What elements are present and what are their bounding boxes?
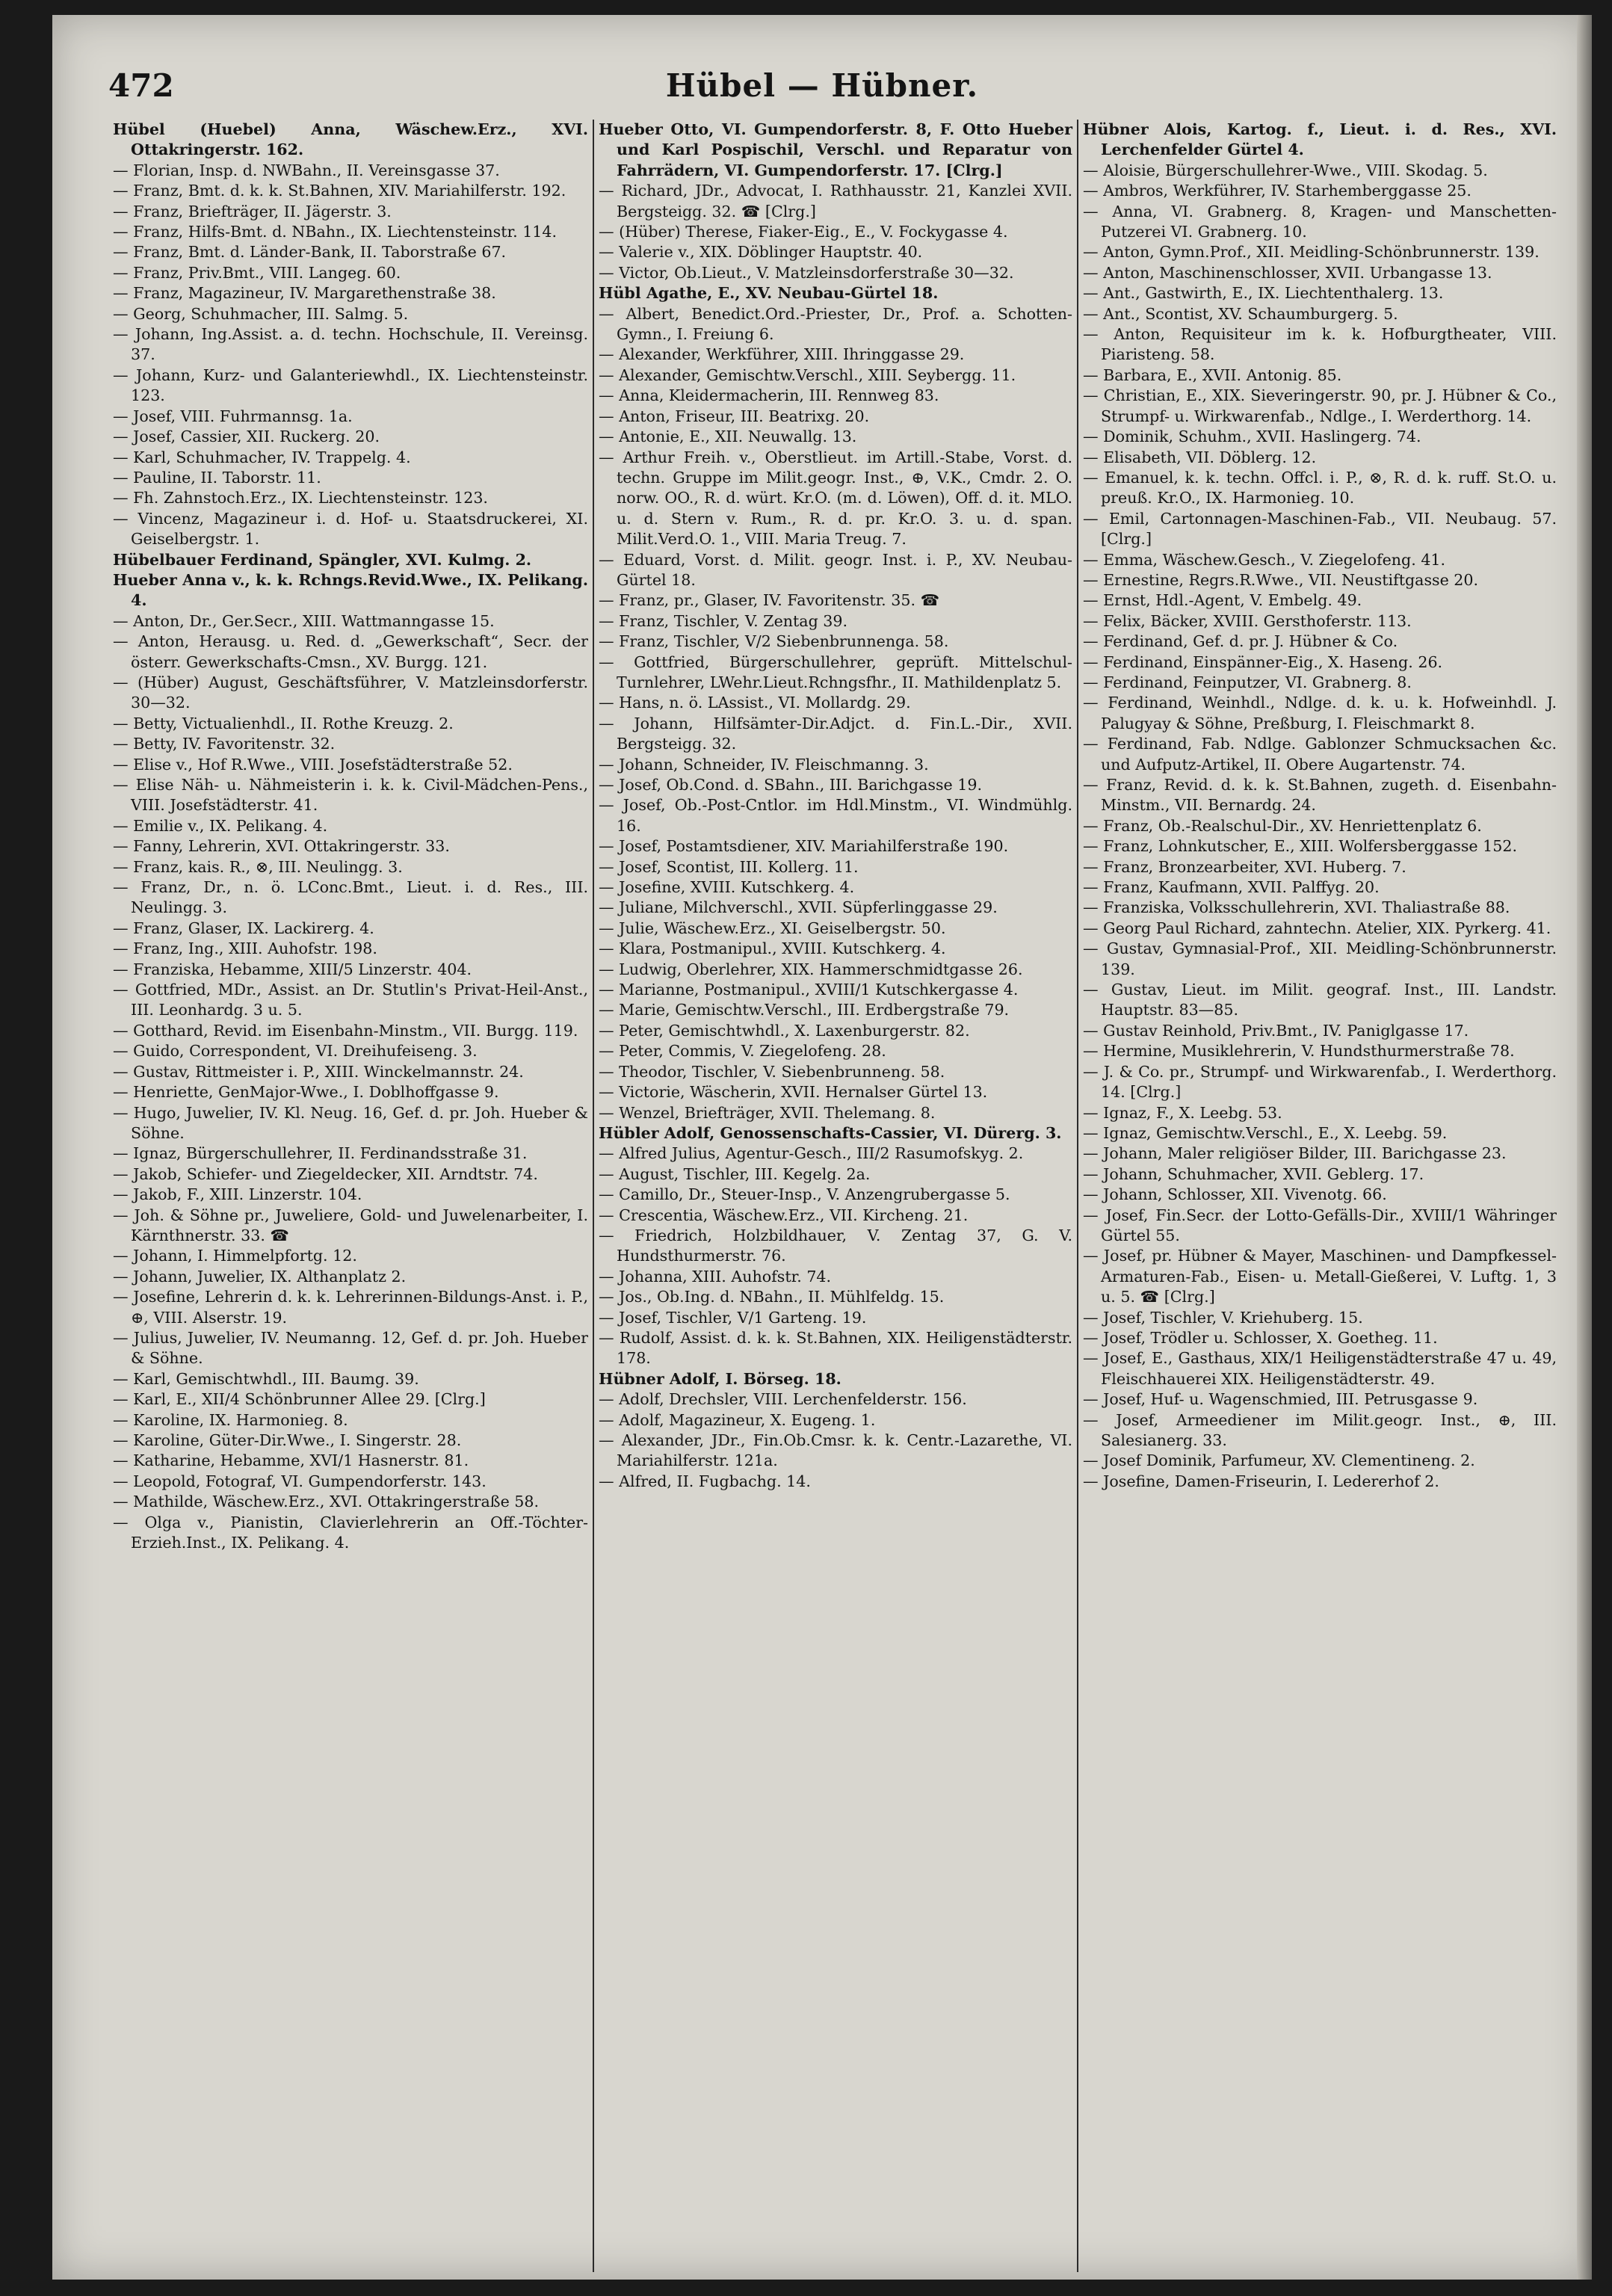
- directory-entry: — Karoline, Güter-Dir.Wwe., I. Singerstr. 28.: [113, 1431, 462, 1449]
- directory-entry: — Ignaz, Bürgerschullehrer, II. Ferdinandsstraße 31.: [113, 1144, 528, 1163]
- directory-entry: — Eduard, Vorst. d. Milit. geogr. Inst. i. P., XV. Neubau-Gürtel 18.: [599, 550, 1072, 589]
- directory-entry: — Florian, Insp. d. NWBahn., II. Vereinsgasse 37.: [113, 161, 500, 179]
- directory-entry: — Theodor, Tischler, V. Siebenbrunneng. 58.: [599, 1062, 945, 1081]
- directory-entry: — Ferdinand, Einspänner-Eig., X. Haseng. 26.: [1083, 652, 1443, 671]
- directory-entry: — Alfred Julius, Agentur-Gesch., III/2 Rasumofskyg. 2.: [599, 1144, 1024, 1163]
- directory-entry: — Karl, Schuhmacher, IV. Trappelg. 4.: [113, 448, 411, 466]
- directory-entry: — Johann, Schneider, IV. Fleischmanng. 3.: [599, 755, 929, 774]
- directory-entry: — Anton, Requisiteur im k. k. Hofburgtheater, VIII. Piaristeng. 58.: [1083, 325, 1557, 364]
- directory-entry: Hueber Anna v., k. k. Rchngs.Revid.Wwe., IX. Pelikang. 4.: [113, 570, 588, 610]
- directory-entry: — Hugo, Juwelier, IV. Kl. Neug. 16, Gef. d. pr. Joh. Hueber & Söhne.: [113, 1103, 588, 1142]
- directory-entry: — Franz, pr., Glaser, IV. Favoritenstr. 35. ☎: [599, 591, 940, 610]
- page-number: 472: [108, 67, 174, 104]
- directory-entry: — Franz, Dr., n. ö. LConc.Bmt., Lieut. i. d. Res., III. Neulingg. 3.: [113, 878, 588, 917]
- directory-entry: — Gottfried, Bürgerschullehrer, geprüft. Mittelschul-Turnlehrer, LWehr.Lieut.Rchngsfhr., II. Mathildenplatz 5.: [599, 652, 1072, 691]
- directory-entry: — Georg, Schuhmacher, III. Salmg. 5.: [113, 304, 409, 323]
- directory-entry: — Johann, Schlosser, XII. Vivenotg. 66.: [1083, 1185, 1387, 1204]
- running-head: Hübel — Hübner.: [665, 67, 979, 104]
- directory-entry: — Johann, Kurz- und Galanteriewhdl., IX. Liechtensteinstr. 123.: [113, 365, 588, 405]
- directory-entry: — Klara, Postmanipul., XVIII. Kutschkerg. 4.: [599, 939, 946, 958]
- directory-entry: — Gustav, Lieut. im Milit. geograf. Inst., III. Landstr. Hauptstr. 83—85.: [1083, 981, 1557, 1019]
- directory-entry: — Katharine, Hebamme, XVI/1 Hasnerstr. 81.: [113, 1451, 469, 1470]
- directory-entry: — Joh. & Söhne pr., Juweliere, Gold- und Juwelenarbeiter, I. Kärnthnerstr. 33. ☎: [113, 1206, 588, 1244]
- directory-entry: — Franz, Bronzearbeiter, XVI. Huberg. 7.: [1083, 857, 1406, 876]
- directory-entry: — Crescentia, Wäschew.Erz., VII. Kircheng. 21.: [599, 1206, 969, 1224]
- directory-entry: — Anton, Herausg. u. Red. d. „Gewerkschaft“, Secr. der österr. Gewerkschafts-Cmsn., XV. Burgg. 121.: [113, 632, 588, 671]
- directory-entry: — Franz, Hilfs-Bmt. d. NBahn., IX. Liechtensteinstr. 114.: [113, 223, 558, 241]
- directory-entry: — Ignaz, F., X. Leebg. 53.: [1083, 1103, 1282, 1122]
- directory-entry: — Franz, Tischler, V/2 Siebenbrunnenga. 58.: [599, 632, 949, 651]
- directory-entry: — Johann, Juwelier, IX. Althanplatz 2.: [113, 1267, 407, 1286]
- directory-entry: — Ferdinand, Feinputzer, VI. Grabnerg. 8.: [1083, 673, 1412, 691]
- directory-entry: — Julius, Juwelier, IV. Neumanng. 12, Gef. d. pr. Joh. Hueber & Söhne.: [113, 1328, 588, 1368]
- directory-entry: Hübelbauer Ferdinand, Spängler, XVI. Kulmg. 2.: [113, 550, 532, 569]
- directory-entry: — Josef, Ob.-Post-Cntlor. im Hdl.Minstm., VI. Windmühlg. 16.: [599, 796, 1072, 835]
- directory-entry: — Peter, Gemischtwhdl., X. Laxenburgerstr. 82.: [599, 1021, 970, 1040]
- directory-entry: — Josef, VIII. Fuhrmannsg. 1a.: [113, 407, 353, 425]
- directory-entry: — Friedrich, Holzbildhauer, V. Zentag 37, G. V. Hundsthurmerstr. 76.: [599, 1226, 1072, 1265]
- directory-entry: — Josef, Tischler, V/1 Garteng. 19.: [599, 1308, 867, 1327]
- directory-entry: — Franz, Ob.-Realschul-Dir., XV. Henriettenplatz 6.: [1083, 816, 1482, 835]
- directory-entry: — Ferdinand, Gef. d. pr. J. Hübner & Co.: [1083, 632, 1398, 651]
- directory-entry: — Ernst, Hdl.-Agent, V. Embelg. 49.: [1083, 591, 1362, 610]
- directory-entry: — Fanny, Lehrerin, XVI. Ottakringerstr. 33.: [113, 837, 450, 856]
- directory-entry: — Karl, Gemischtwhdl., III. Baumg. 39.: [113, 1369, 419, 1388]
- directory-entry: — Jakob, F., XIII. Linzerstr. 104.: [113, 1185, 362, 1204]
- directory-entry: — Fh. Zahnstoch.Erz., IX. Liechtensteinstr. 123.: [113, 489, 488, 507]
- directory-entry: — Josefine, XVIII. Kutschkerg. 4.: [599, 878, 855, 897]
- directory-entry: Hübner Adolf, I. Börseg. 18.: [599, 1369, 841, 1388]
- directory-entry: — Franz, Tischler, V. Zentag 39.: [599, 611, 848, 630]
- directory-entry: — Franz, Briefträger, II. Jägerstr. 3.: [113, 202, 392, 220]
- directory-entry: — Barbara, E., XVII. Antonig. 85.: [1083, 365, 1342, 384]
- directory-entry: — Josef, Fin.Secr. der Lotto-Gefälls-Dir., XVIII/1 Währinger Gürtel 55.: [1083, 1206, 1557, 1244]
- directory-entry: — Leopold, Fotograf, VI. Gumpendorferstr. 143.: [113, 1472, 487, 1490]
- directory-entry: — Victorie, Wäscherin, XVII. Hernalser Gürtel 13.: [599, 1083, 988, 1102]
- directory-entry: — Wenzel, Briefträger, XVII. Thelemang. 8.: [599, 1103, 936, 1122]
- directory-entry: — Josef, Trödler u. Schlosser, X. Goetheg. 11.: [1083, 1328, 1438, 1347]
- directory-entry: — Ignaz, Gemischtw.Verschl., E., X. Leebg. 59.: [1083, 1123, 1448, 1142]
- directory-entry: — Elisabeth, VII. Döblerg. 12.: [1083, 448, 1317, 466]
- directory-entry: — Ambros, Werkführer, IV. Starhemberggasse 25.: [1083, 182, 1472, 200]
- directory-entry: — Georg Paul Richard, zahntechn. Atelier, XIX. Pyrkerg. 41.: [1083, 919, 1551, 937]
- directory-entry: — Dominik, Schuhm., XVII. Haslingerg. 74.: [1083, 428, 1421, 446]
- directory-entry: — Ant., Scontist, XV. Schaumburgerg. 5.: [1083, 304, 1398, 323]
- directory-entry: — Juliane, Milchverschl., XVII. Süpferlinggasse 29.: [599, 898, 998, 917]
- directory-entry: — Franz, Glaser, IX. Lackirerg. 4.: [113, 919, 374, 937]
- directory-entry: — Alexander, Werkführer, XIII. Ihringgasse 29.: [599, 345, 965, 364]
- directory-entry: — Peter, Commis, V. Ziegelofeng. 28.: [599, 1042, 886, 1061]
- directory-entry: — Franziska, Hebamme, XIII/5 Linzerstr. 404.: [113, 960, 472, 978]
- directory-entry: — Ernestine, Regrs.R.Wwe., VII. Neustiftgasse 20.: [1083, 570, 1479, 589]
- directory-entry: — August, Tischler, III. Kegelg. 2a.: [599, 1164, 871, 1183]
- directory-entry: — Rudolf, Assist. d. k. k. St.Bahnen, XIX. Heiligenstädterstr. 178.: [599, 1328, 1072, 1368]
- directory-entry: — Johann, Schuhmacher, XVII. Geblerg. 17.: [1083, 1164, 1424, 1183]
- directory-entry: — (Hüber) Therese, Fiaker-Eig., E., V. Fockygasse 4.: [599, 223, 1008, 241]
- directory-entry: — Jakob, Schiefer- und Ziegeldecker, XII. Arndtstr. 74.: [113, 1164, 538, 1183]
- directory-entry: — Franz, Bmt. d. Länder-Bank, II. Taborstraße 67.: [113, 243, 507, 262]
- directory-entry: — Mathilde, Wäschew.Erz., XVI. Ottakringerstraße 58.: [113, 1493, 540, 1511]
- directory-entry: — Franziska, Volksschullehrerin, XVI. Thaliastraße 88.: [1083, 898, 1510, 917]
- directory-entry: — Ferdinand, Weinhdl., Ndlge. d. k. u. k. Hofweinhdl. J. Palugyay & Söhne, Preßburg, I. Fleischmarkt 8.: [1083, 694, 1557, 732]
- directory-entry: — Johann, Maler religiöser Bilder, III. Barichgasse 23.: [1083, 1144, 1507, 1163]
- directory-entry: — Aloisie, Bürgerschullehrer-Wwe., VIII. Skodag. 5.: [1083, 161, 1488, 179]
- directory-entry: — Antonie, E., XII. Neuwallg. 13.: [599, 428, 857, 446]
- directory-entry: — Josef Dominik, Parfumeur, XV. Clementineng. 2.: [1083, 1451, 1475, 1470]
- directory-entry: — Franz, Bmt. d. k. k. St.Bahnen, XIV. Mariahilferstr. 192.: [113, 182, 566, 200]
- directory-entry: — Elise v., Hof R.Wwe., VIII. Josefstädterstraße 52.: [113, 755, 513, 774]
- directory-entry: — Josef, E., Gasthaus, XIX/1 Heiligenstädterstraße 47 u. 49, Fleischhauerei XIX. Heiligenstädterstr. 49.: [1083, 1349, 1557, 1388]
- directory-entry: — Josefine, Lehrerin d. k. k. Lehrerinnen-Bildungs-Anst. i. P., ⊕, VIII. Alserstr. 19.: [113, 1288, 588, 1327]
- directory-entry: — Gustav, Rittmeister i. P., XIII. Winckelmannstr. 24.: [113, 1062, 524, 1081]
- directory-entry: — Hermine, Musiklehrerin, V. Hundsthurmerstraße 78.: [1083, 1042, 1515, 1061]
- directory-entry: Hübler Adolf, Genossenschafts-Cassier, VI. Dürerg. 3.: [599, 1123, 1062, 1142]
- directory-columns: [108, 120, 1584, 2272]
- directory-entry: — Ludwig, Oberlehrer, XIX. Hammerschmidtgasse 26.: [599, 960, 1023, 978]
- directory-entry: — Emilie v., IX. Pelikang. 4.: [113, 816, 328, 835]
- directory-page: [52, 15, 1592, 2280]
- directory-entry: — Josef, Armeediener im Milit.geogr. Inst., ⊕, III. Salesianerg. 33.: [1083, 1410, 1557, 1449]
- directory-entry: — Josef, Huf- u. Wagenschmied, III. Petrusgasse 9.: [1083, 1390, 1478, 1409]
- directory-entry: — Franz, kais. R., ⊗, III. Neulingg. 3.: [113, 857, 403, 876]
- directory-entry: — Emil, Cartonnagen-Maschinen-Fab., VII. Neubaug. 57. [Clrg.]: [1083, 509, 1557, 549]
- directory-entry: — Franz, Kaufmann, XVII. Palffyg. 20.: [1083, 878, 1380, 897]
- directory-entry: — Alfred, II. Fugbachg. 14.: [599, 1472, 811, 1490]
- directory-entry: — Hans, n. ö. LAssist., VI. Mollardg. 29.: [599, 694, 911, 712]
- directory-entry: — Emanuel, k. k. techn. Offcl. i. P., ⊗, R. d. k. ruff. St.O. u. preuß. Kr.O., IX. Harmonieg. 10.: [1083, 468, 1557, 507]
- directory-entry: — Alexander, JDr., Fin.Ob.Cmsr. k. k. Centr.-Lazarethe, VI. Mariahilferstr. 121a.: [599, 1431, 1072, 1470]
- directory-entry: — Josef, Ob.Cond. d. SBahn., III. Barichgasse 19.: [599, 776, 983, 794]
- directory-entry: — Johann, Hilfsämter-Dir.Adjct. d. Fin.L.-Dir., XVII. Bergsteigg. 32.: [599, 714, 1072, 753]
- directory-entry: — Anton, Dr., Ger.Secr., XIII. Wattmanngasse 15.: [113, 611, 495, 630]
- directory-entry: — Richard, JDr., Advocat, I. Rathhausstr. 21, Kanzlei XVII. Bergsteigg. 32. ☎ [Clrg.]: [599, 182, 1072, 220]
- directory-entry: — Franz, Revid. d. k. k. St.Bahnen, zugeth. d. Eisenbahn-Minstm., VII. Bernardg. 24.: [1083, 776, 1557, 815]
- column-right: [1077, 120, 1561, 2272]
- directory-entry: — Pauline, II. Taborstr. 11.: [113, 468, 321, 487]
- directory-entry: — Elise Näh- u. Nähmeisterin i. k. k. Civil-Mädchen-Pens., VIII. Josefstädterstr. 41.: [113, 776, 588, 815]
- directory-entry: — Anton, Maschinenschlosser, XVII. Urbangasse 13.: [1083, 263, 1492, 282]
- directory-entry: Hübel (Huebel) Anna, Wäschew.Erz., XVI. Ottakringerstr. 162.: [113, 120, 588, 159]
- directory-entry: — Arthur Freih. v., Oberstlieut. im Artill.-Stabe, Vorst. d. techn. Gruppe im Milit.geogr. Inst., ⊕, V.K., Cmdr. 2. O. norw. OO., R. d. würt. Kr.O. (m. d. Löwen), Off. d. it. MLO. u. d. Stern v. Rum., R. d. pr. Kr.O. 3. u. d. span. Milit.Verd.O. 1., VIII. Maria Treug. 7.: [599, 448, 1072, 549]
- directory-entry: — Jos., Ob.Ing. d. NBahn., II. Mühlfeldg. 15.: [599, 1288, 945, 1306]
- directory-entry: — Karl, E., XII/4 Schönbrunner Allee 29. [Clrg.]: [113, 1390, 486, 1409]
- directory-entry: — Josefine, Damen-Friseurin, I. Ledererhof 2.: [1083, 1472, 1439, 1490]
- directory-entry: — Franz, Lohnkutscher, E., XIII. Wolfersberggasse 152.: [1083, 837, 1517, 856]
- directory-entry: — Adolf, Drechsler, VIII. Lerchenfelderstr. 156.: [599, 1390, 967, 1409]
- page-header: [52, 67, 1592, 112]
- directory-entry: — Guido, Correspondent, VI. Dreihufeiseng. 3.: [113, 1042, 478, 1061]
- directory-entry: — Henriette, GenMajor-Wwe., I. Doblhoffgasse 9.: [113, 1083, 499, 1102]
- directory-entry: — Johann, Ing.Assist. a. d. techn. Hochschule, II. Vereinsg. 37.: [113, 325, 588, 364]
- directory-entry: — Christian, E., XIX. Sieveringerstr. 90, pr. J. Hübner & Co., Strumpf- u. Wirkwarenfab., Ndlge., I. Werderthorg. 14.: [1083, 386, 1557, 425]
- directory-entry: — Karoline, IX. Harmonieg. 8.: [113, 1410, 348, 1429]
- directory-entry: — Adolf, Magazineur, X. Eugeng. 1.: [599, 1410, 876, 1429]
- directory-entry: — Gotthard, Revid. im Eisenbahn-Minstm., VII. Burgg. 119.: [113, 1021, 578, 1040]
- directory-entry: — Anna, VI. Grabnerg. 8, Kragen- und Manschetten-Putzerei VI. Grabnerg. 10.: [1083, 202, 1557, 241]
- directory-entry: — Anna, Kleidermacherin, III. Rennweg 83.: [599, 386, 939, 405]
- directory-entry: — Alexander, Gemischtw.Verschl., XIII. Seybergg. 11.: [599, 365, 1016, 384]
- directory-entry: — Marianne, Postmanipul., XVIII/1 Kutschkergasse 4.: [599, 981, 1019, 999]
- directory-entry: — (Hüber) August, Geschäftsführer, V. Matzleinsdorferstr. 30—32.: [113, 673, 588, 712]
- directory-entry: — Betty, Victualienhdl., II. Rothe Kreuzg. 2.: [113, 714, 454, 732]
- directory-entry: — Vincenz, Magazineur i. d. Hof- u. Staatsdruckerei, XI. Geiselbergstr. 1.: [113, 509, 588, 549]
- directory-entry: — Gustav, Gymnasial-Prof., XII. Meidling-Schönbrunnerstr. 139.: [1083, 939, 1557, 978]
- directory-entry: — Anton, Gymn.Prof., XII. Meidling-Schönbrunnerstr. 139.: [1083, 243, 1540, 262]
- directory-entry: — Julie, Wäschew.Erz., XI. Geiselbergstr. 50.: [599, 919, 946, 937]
- directory-entry: — Franz, Priv.Bmt., VIII. Langeg. 60.: [113, 263, 401, 282]
- directory-entry: — Felix, Bäcker, XVIII. Gersthoferstr. 113.: [1083, 611, 1412, 630]
- column-middle: [593, 120, 1077, 2272]
- directory-entry: — Josef, Scontist, III. Kollerg. 11.: [599, 857, 859, 876]
- directory-entry: — Franz, Ing., XIII. Auhofstr. 198.: [113, 939, 377, 958]
- directory-entry: — Betty, IV. Favoritenstr. 32.: [113, 735, 336, 753]
- directory-entry: — Emma, Wäschew.Gesch., V. Ziegelofeng. 41.: [1083, 550, 1446, 569]
- directory-entry: Hübner Alois, Kartog. f., Lieut. i. d. Res., XVI. Lerchenfelder Gürtel 4.: [1083, 120, 1557, 159]
- directory-entry: — J. & Co. pr., Strumpf- und Wirkwarenfab., I. Werderthorg. 14. [Clrg.]: [1083, 1062, 1557, 1102]
- directory-entry: — Josef, Cassier, XII. Ruckerg. 20.: [113, 428, 380, 446]
- column-left: [108, 120, 593, 2272]
- directory-entry: — Franz, Magazineur, IV. Margarethenstraße 38.: [113, 284, 496, 303]
- directory-entry: — Gustav Reinhold, Priv.Bmt., IV. Paniglgasse 17.: [1083, 1021, 1469, 1040]
- directory-entry: — Anton, Friseur, III. Beatrixg. 20.: [599, 407, 870, 425]
- directory-entry: — Josef, pr. Hübner & Mayer, Maschinen- und Dampfkessel-Armaturen-Fab., Eisen- u. Metall-Gießerei, V. Luftg. 1, 3 u. 5. ☎ [Clrg.]: [1083, 1247, 1557, 1306]
- directory-entry: — Albert, Benedict.Ord.-Priester, Dr., Prof. a. Schotten-Gymn., I. Freiung 6.: [599, 304, 1072, 344]
- directory-entry: — Valerie v., XIX. Döblinger Hauptstr. 40.: [599, 243, 923, 262]
- directory-entry: — Ant., Gastwirth, E., IX. Liechtenthalerg. 13.: [1083, 284, 1444, 303]
- directory-entry: — Camillo, Dr., Steuer-Insp., V. Anzengrubergasse 5.: [599, 1185, 1010, 1204]
- directory-entry: — Marie, Gemischtw.Verschl., III. Erdbergstraße 79.: [599, 1001, 1010, 1019]
- directory-entry: — Ferdinand, Fab. Ndlge. Gablonzer Schmucksachen &c. und Aufputz-Artikel, II. Obere Augartenstr. 74.: [1083, 735, 1557, 774]
- directory-entry: Hübl Agathe, E., XV. Neubau-Gürtel 18.: [599, 284, 939, 303]
- directory-entry: — Johanna, XIII. Auhofstr. 74.: [599, 1267, 832, 1286]
- directory-entry: — Josef, Postamtsdiener, XIV. Mariahilferstraße 190.: [599, 837, 1009, 856]
- directory-entry: Hueber Otto, VI. Gumpendorferstr. 8, F. Otto Hueber und Karl Pospischil, Verschl. und Reparatur von Fahrrädern, VI. Gumpendorferstr. 17. [Clrg.]: [599, 120, 1072, 179]
- directory-entry: — Gottfried, MDr., Assist. an Dr. Stutlin's Privat-Heil-Anst., III. Leonhardg. 3 u. 5.: [113, 981, 588, 1019]
- directory-entry: — Olga v., Pianistin, Clavierlehrerin an Off.-Töchter-Erzieh.Inst., IX. Pelikang. 4.: [113, 1513, 588, 1552]
- directory-entry: — Josef, Tischler, V. Kriehuberg. 15.: [1083, 1308, 1363, 1327]
- directory-entry: — Victor, Ob.Lieut., V. Matzleinsdorferstraße 30—32.: [599, 263, 1014, 282]
- directory-entry: — Johann, I. Himmelpfortg. 12.: [113, 1247, 357, 1265]
